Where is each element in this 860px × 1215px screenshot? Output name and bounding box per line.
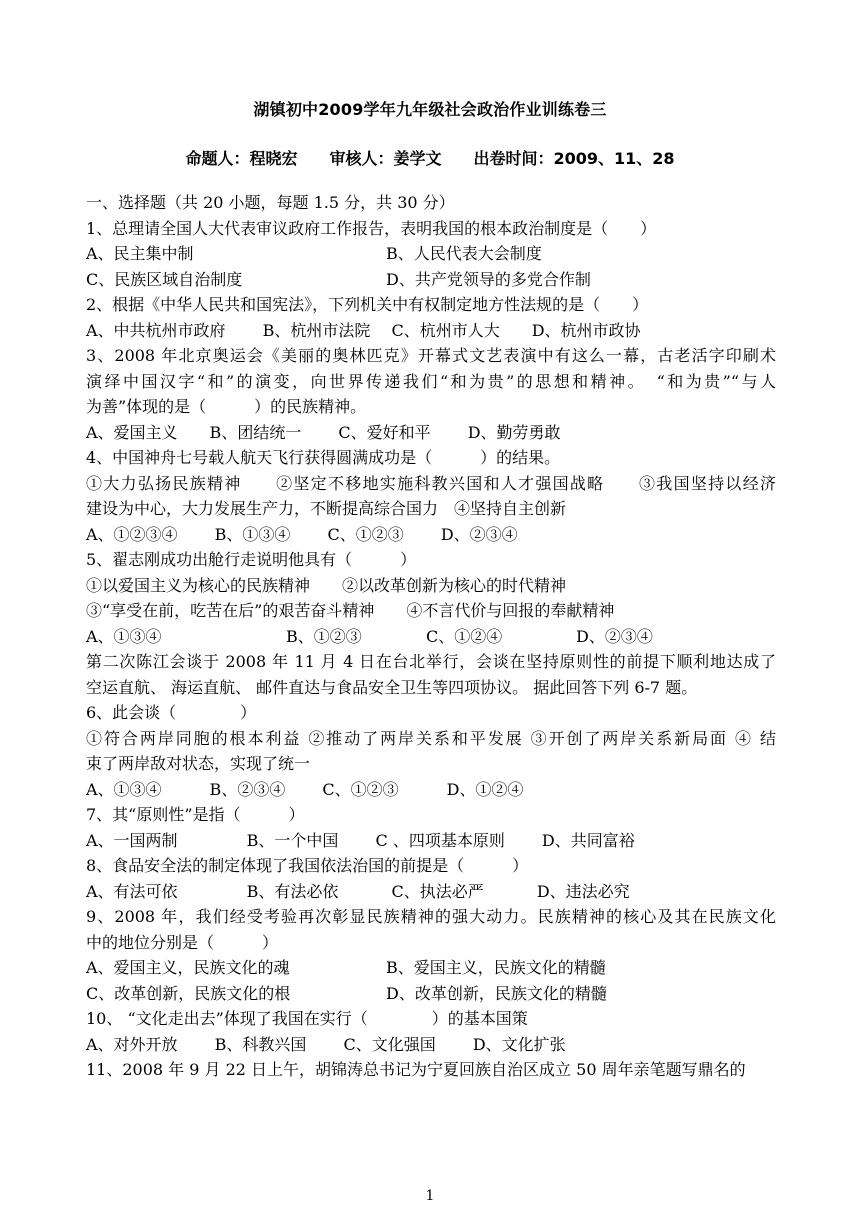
- text-line: 10、 “文化走出去”体现了我国在实行（ ）的基本国策: [86, 1009, 528, 1028]
- text-line: 演绎中国汉字“和”的演变，向世界传递我们“和为贵”的思想和精神。 “和为贵”“与人: [86, 371, 776, 391]
- option-text: D、②③④: [576, 626, 653, 646]
- text-line: A、①②③④ B、①③④ C、①②③ D、②③④: [86, 524, 518, 544]
- text-line: 4、中国神舟七号载人航天飞行获得圆满成功是（ ）的结果。: [86, 448, 561, 467]
- option-text: D、改革创新，民族文化的精髓: [386, 983, 607, 1003]
- text-line: A、①③④ B、②③④ C、①②③ D、①②④: [86, 779, 524, 799]
- option-text: A、民主集中制: [86, 244, 194, 263]
- text-line: A、一国两制 B、一个中国 C 、四项基本原则 D、共同富裕: [86, 830, 635, 850]
- text-line: 建设为中心，大力发展生产力，不断提高综合国力 ④坚持自主创新: [86, 499, 567, 518]
- text-line: 空运直航、 海运直航、 邮件直达与食品安全卫生等四项协议。 据此回答下列 6-7 题。: [86, 677, 698, 697]
- text-line: 11、2008 年 9 月 22 日上午，胡锦涛总书记为宁夏回族自治区成立 50 周年亲笔题写鼎名的: [86, 1060, 746, 1079]
- options-line: [86, 267, 776, 293]
- text-line: 3、2008 年北京奥运会《美丽的奥林匹克》开幕式文艺表演中有这么一幕，古老活字印刷术: [86, 346, 776, 365]
- text-line: 8、食品安全法的制定体现了我国依法治国的前提是（ ）: [86, 856, 529, 875]
- options-line: [86, 981, 776, 1007]
- author-line: 命题人：程晓宏 审核人：姜学文 出卷时间：2009、11、28: [185, 149, 675, 168]
- option-text: B、人民代表大会制度: [386, 244, 542, 263]
- text-line: 1、总理请全国人大代表审议政府工作报告，表明我国的根本政治制度是（ ）: [86, 218, 657, 238]
- text-line: A、有法可依 B、有法必依 C、执法必严 D、违法必究: [86, 881, 630, 901]
- text-line: 第二次陈江会谈于 2008 年 11 月 4 日在台北举行，会谈在坚持原则性的前提下顺利地达成了: [86, 652, 776, 671]
- page-number: 1: [425, 1188, 435, 1204]
- text-line: 2、根据《中华人民共和国宪法》，下列机关中有权制定地方性法规的是（ ）: [86, 295, 649, 314]
- option-text: D、共产党领导的多党合作制: [386, 269, 591, 289]
- option-text: B、爱国主义，民族文化的精髓: [386, 958, 606, 977]
- text-line: ③“享受在前，吃苦在后”的艰苦奋斗精神 ④不言代价与回报的奉献精神: [86, 601, 615, 620]
- question-body: [86, 190, 776, 1083]
- text-line: 中的地位分别是（ ）: [86, 932, 279, 952]
- document-title: 湖镇初中2009学年九年级社会政治作业训练卷三: [253, 100, 607, 119]
- option-text: A、爱国主义，民族文化的魂: [86, 958, 290, 977]
- option-text: C、改革创新，民族文化的根: [86, 983, 291, 1003]
- text-line: 6、此会谈（ ）: [86, 703, 257, 722]
- option-text: A、①③④: [86, 626, 162, 646]
- text-line: A、对外开放 B、科教兴国 C、文化强国 D、文化扩张: [86, 1034, 566, 1054]
- text-line: 9、2008 年，我们经受考验再次彰显民族精神的强大动力。民族精神的核心及其在民族文化: [86, 907, 776, 926]
- text-line: ①以爱国主义为核心的民族精神 ②以改革创新为核心的时代精神: [86, 575, 567, 595]
- text-line: 为善”体现的是（ ）的民族精神。: [86, 397, 367, 416]
- text-line: 7、其“原则性”是指（ ）: [86, 805, 305, 824]
- options-line: [86, 241, 776, 267]
- options-line: [86, 624, 776, 650]
- text-line: 一、选择题（共 20 小题，每题 1.5 分，共 30 分）: [86, 193, 455, 212]
- option-text: C、①②④: [426, 626, 503, 646]
- text-line: ①大力弘扬民族精神 ②坚定不移地实施科教兴国和人才强国战略 ③我国坚持以经济: [86, 473, 776, 493]
- option-text: B、①②③: [286, 626, 362, 646]
- text-line: 束了两岸敌对状态，实现了统一: [86, 754, 311, 773]
- text-line: A、爱国主义 B、团结统一 C、爱好和平 D、勤劳勇敢: [86, 422, 561, 442]
- options-line: [86, 955, 776, 981]
- text-line: A、中共杭州市政府 B、杭州市法院 C、杭州市人大 D、杭州市政协: [86, 320, 641, 340]
- option-text: C、民族区域自治制度: [86, 269, 243, 289]
- text-line: 5、翟志刚成功出舱行走说明他具有（ ）: [86, 550, 417, 569]
- text-line: ①符合两岸同胞的根本利益 ②推动了两岸关系和平发展 ③开创了两岸关系新局面 ④ 结: [86, 728, 776, 748]
